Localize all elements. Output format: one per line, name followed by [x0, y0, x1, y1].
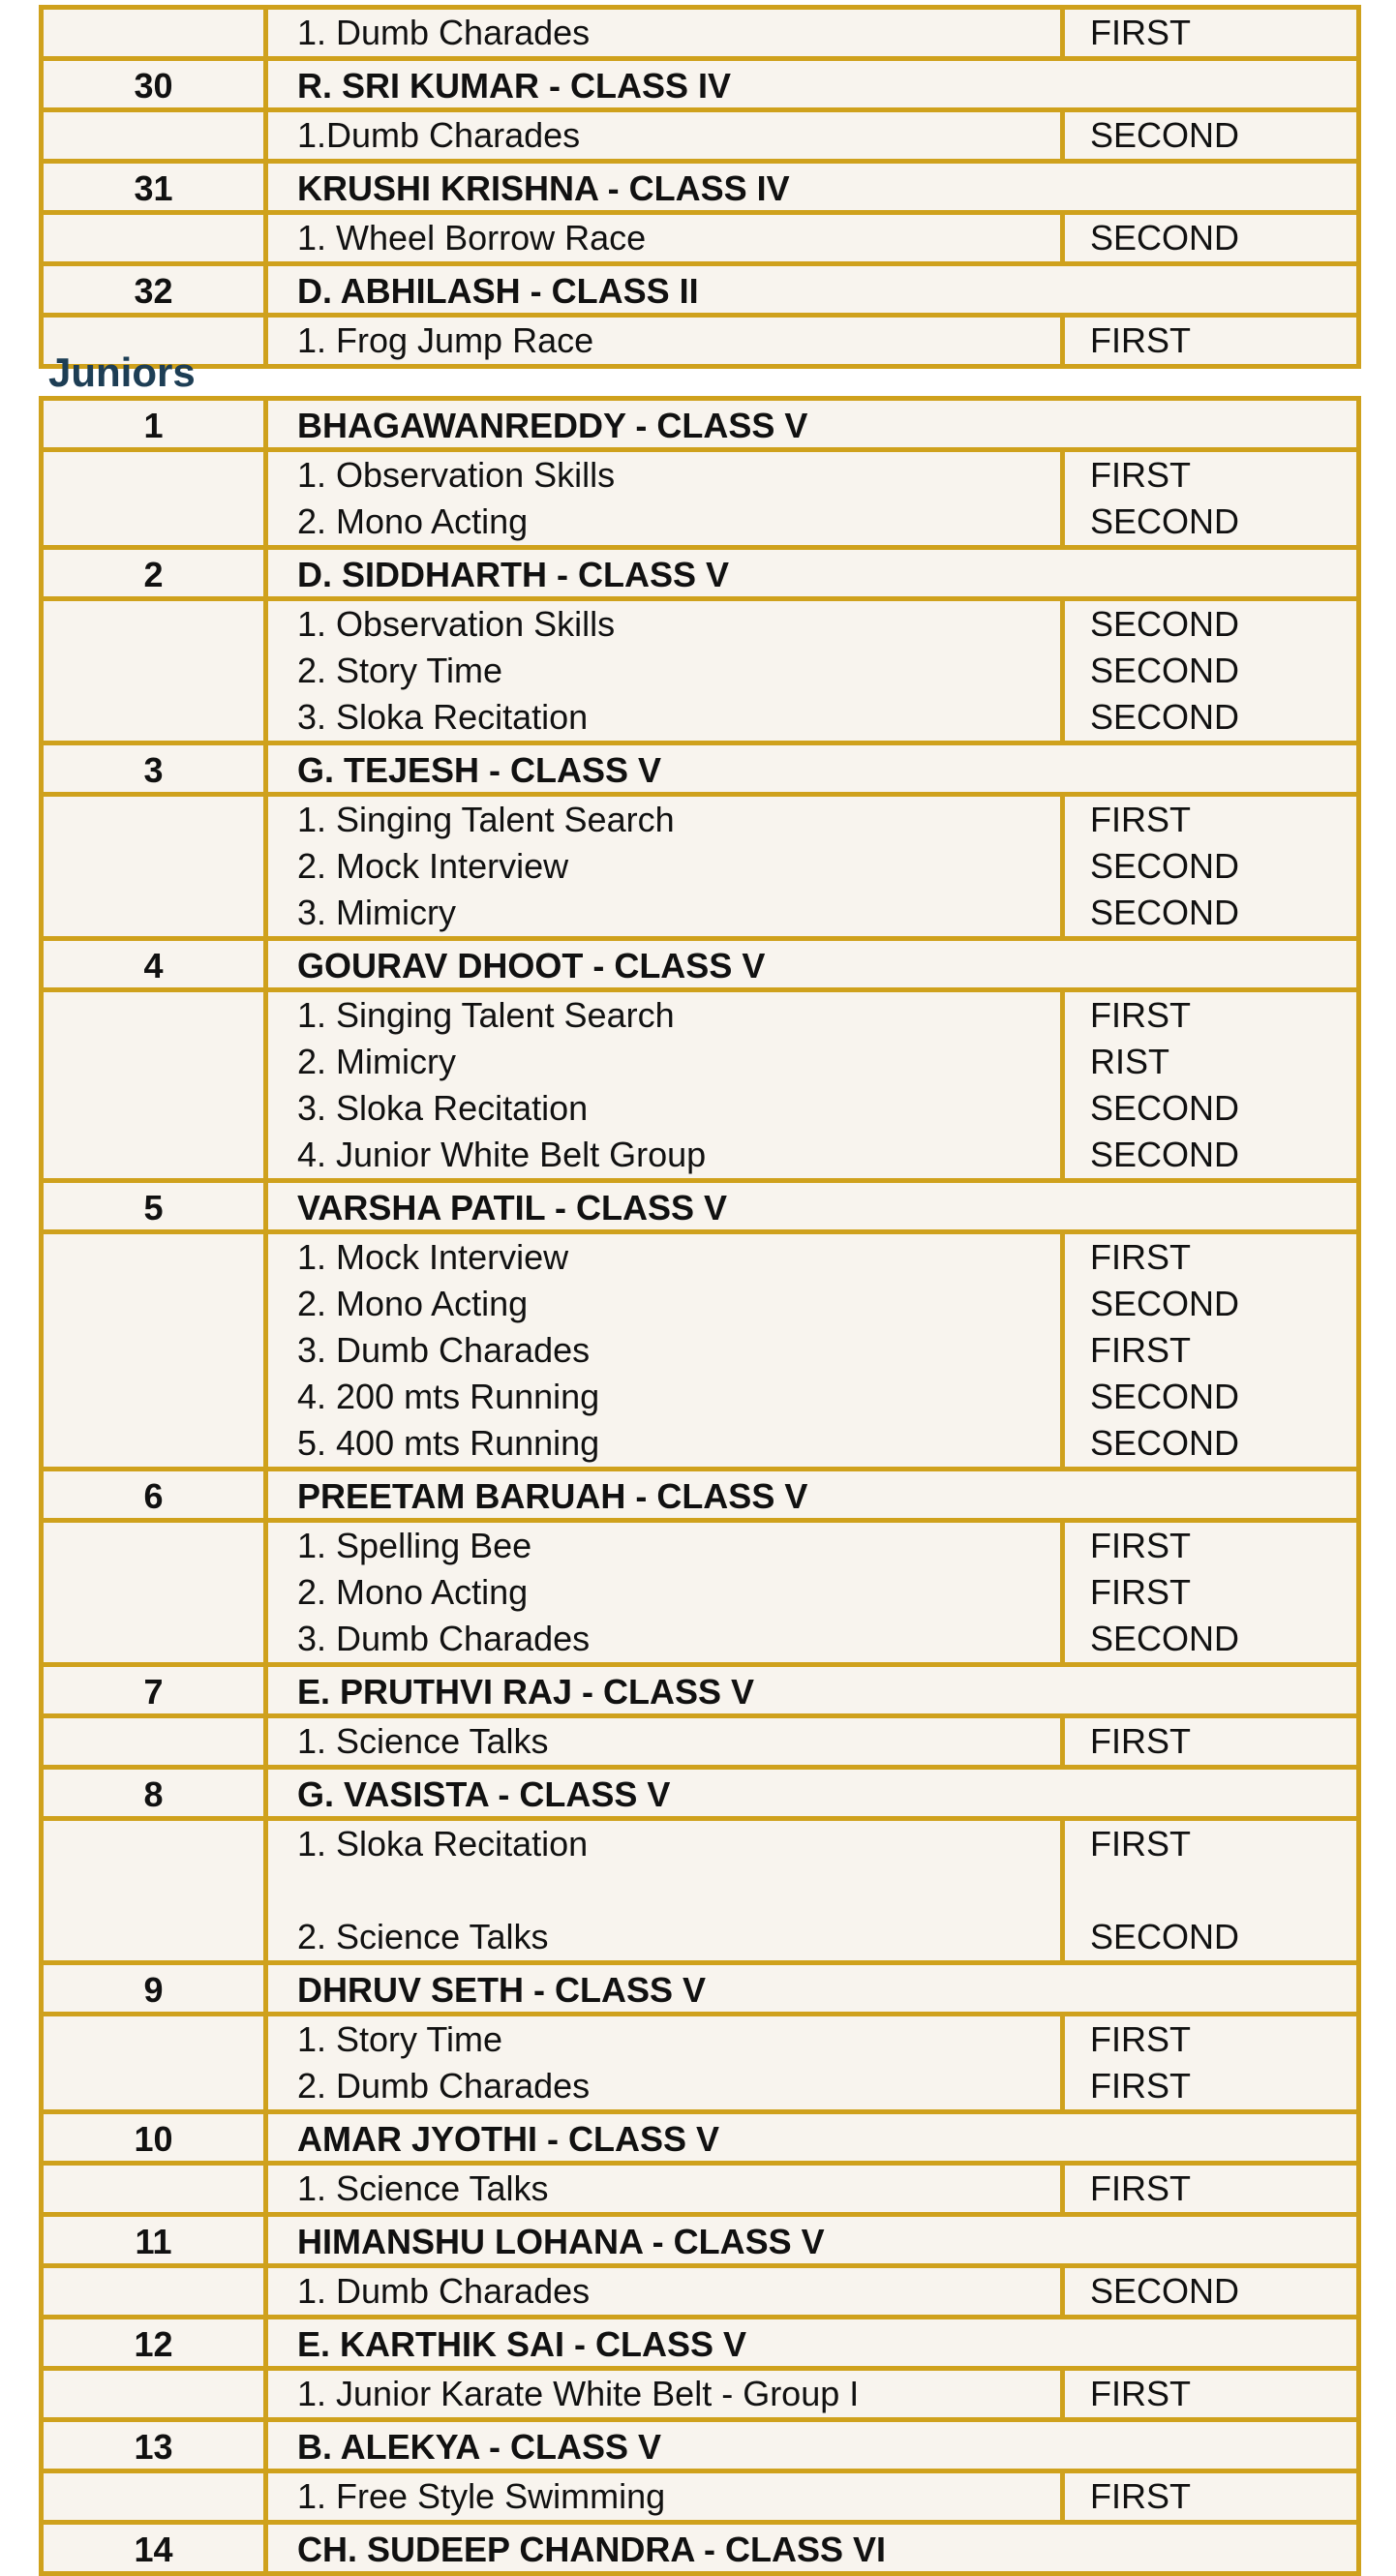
event-name: 1. Junior Karate White Belt - Group I: [297, 2374, 860, 2413]
event-name: 3. Sloka Recitation: [297, 1088, 589, 1128]
event-name: 1. Observation Skills: [297, 455, 616, 495]
event-name: 1. Spelling Bee: [297, 1526, 532, 1565]
empty-number-cell: [42, 2471, 266, 2523]
events-row: [42, 1521, 1359, 1665]
event-result: FIRST: [1090, 13, 1191, 52]
participant-name: BHAGAWANREDDY - CLASS V: [266, 399, 1359, 450]
participant-name: G. VASISTA - CLASS V: [266, 1768, 1359, 1819]
events-row: [42, 2471, 1359, 2523]
participant-name: R. SRI KUMAR - CLASS IV: [266, 59, 1359, 110]
empty-number-cell: [42, 8, 266, 59]
result-list: [1062, 450, 1358, 548]
event-name: 1. Story Time: [297, 2019, 503, 2059]
event-name: 1. Wheel Borrow Race: [297, 218, 647, 258]
empty-number-cell: [42, 1521, 266, 1665]
event-result: FIRST: [1089, 1721, 1191, 1761]
event-list: [266, 2164, 1063, 2215]
participant-number: 7: [42, 1665, 266, 1716]
events-row: [42, 795, 1359, 939]
result-list: [1063, 316, 1359, 367]
participant-number: 14: [42, 2523, 266, 2574]
participant-name: AMAR JYOTHI - CLASS V: [266, 2112, 1359, 2164]
participant-number: 13: [42, 2420, 266, 2471]
participant-name: HIMANSHU LOHANA - CLASS V: [266, 2215, 1359, 2266]
event-name: 2. Mimicry: [297, 1042, 456, 1081]
participant-name: B. ALEKYA - CLASS V: [266, 2420, 1359, 2471]
participant-number: 12: [42, 2318, 266, 2369]
event-name: 1. Observation Skills: [297, 604, 616, 644]
participant-row: [42, 162, 1359, 213]
event-name: 1. Science Talks: [297, 1721, 549, 1761]
participant-row: [42, 2318, 1359, 2369]
participant-name: DHRUV SETH - CLASS V: [266, 1963, 1359, 2015]
participant-row: [42, 264, 1359, 316]
event-name: 2. Story Time: [297, 651, 503, 690]
participant-row: [42, 1768, 1359, 1819]
results-table-continued: [39, 5, 1361, 369]
event-result: FIRST: [1089, 455, 1191, 495]
empty-number-cell: [42, 450, 266, 548]
event-result: FIRST: [1089, 1572, 1191, 1612]
event-result: SECOND: [1089, 846, 1240, 886]
participant-number: 11: [42, 2215, 266, 2266]
events-row: [42, 2369, 1359, 2420]
empty-number-cell: [42, 795, 266, 939]
participant-row: [42, 743, 1359, 795]
event-list: [266, 213, 1063, 264]
participant-row: [42, 2420, 1359, 2471]
event-result: FIRST: [1089, 2476, 1191, 2516]
empty-number-cell: [42, 2266, 266, 2318]
participant-name: CH. SUDEEP CHANDRA - CLASS VI: [266, 2523, 1359, 2574]
event-name: 1. Singing Talent Search: [297, 995, 675, 1035]
result-list: [1062, 2471, 1358, 2523]
events-row: [42, 599, 1359, 743]
events-row: [42, 450, 1359, 548]
event-list: [266, 1232, 1063, 1470]
event-name: 5. 400 mts Running: [297, 1423, 600, 1463]
events-row: [42, 316, 1359, 367]
participant-row: [42, 2112, 1359, 2164]
participant-number: 10: [42, 2112, 266, 2164]
empty-number-cell: [42, 1819, 266, 1963]
participant-row: [42, 2523, 1359, 2574]
participant-row: [42, 1963, 1359, 2015]
participant-row: [42, 59, 1359, 110]
event-name: 3. Mimicry: [297, 893, 456, 932]
juniors-section-title: Juniors: [48, 349, 196, 395]
event-result: SECOND: [1089, 2271, 1240, 2311]
event-name: 2. Dumb Charades: [297, 2066, 591, 2106]
event-list: [266, 8, 1063, 59]
events-row: [42, 2015, 1359, 2112]
event-result: SECOND: [1089, 697, 1240, 737]
event-name: 1.Dumb Charades: [297, 115, 581, 155]
event-list: [266, 2266, 1063, 2318]
result-list: [1063, 213, 1359, 264]
event-result: FIRST: [1089, 2019, 1191, 2059]
result-list: [1062, 1232, 1358, 1470]
event-list: [266, 2369, 1063, 2420]
empty-number-cell: [42, 990, 266, 1181]
participant-name: PREETAM BARUAH - CLASS V: [266, 1470, 1359, 1521]
result-list: [1062, 2164, 1358, 2215]
event-name: 2. Mono Acting: [297, 1572, 529, 1612]
events-row: [42, 2164, 1359, 2215]
result-list: [1062, 2369, 1358, 2420]
event-result: SECOND: [1089, 1423, 1240, 1463]
event-name: 1. Free Style Swimming: [297, 2476, 666, 2516]
events-row: [42, 1716, 1359, 1768]
event-list: [266, 450, 1063, 548]
event-result: SECOND: [1089, 1088, 1240, 1128]
event-result: FIRST: [1089, 1824, 1191, 1864]
empty-number-cell: [42, 1716, 266, 1768]
participant-number: 5: [42, 1181, 266, 1232]
participant-row: [42, 939, 1359, 990]
participant-number: 4: [42, 939, 266, 990]
participant-name: D. ABHILASH - CLASS II: [266, 264, 1359, 316]
result-list: [1062, 2266, 1358, 2318]
events-row: [42, 2266, 1359, 2318]
event-result: FIRST: [1089, 1526, 1191, 1565]
event-name: 2. Mono Acting: [297, 501, 529, 541]
event-result: FIRST: [1089, 1237, 1191, 1277]
empty-number-cell: [42, 2164, 266, 2215]
event-name: 1. Singing Talent Search: [297, 800, 675, 839]
empty-number-cell: [42, 2015, 266, 2112]
result-list: [1062, 2015, 1358, 2112]
participant-name: G. TEJESH - CLASS V: [266, 743, 1359, 795]
juniors-results-table: [39, 396, 1361, 2576]
participant-number: 30: [42, 59, 266, 110]
events-row: [42, 110, 1359, 162]
participant-number: 31: [42, 162, 266, 213]
event-name: 1. Dumb Charades: [297, 13, 591, 52]
event-name: 1. Frog Jump Race: [297, 320, 594, 360]
participant-number: 32: [42, 264, 266, 316]
participant-row: [42, 1181, 1359, 1232]
event-list: [266, 599, 1063, 743]
event-result: SECOND: [1089, 893, 1240, 932]
empty-number-cell: [42, 110, 266, 162]
event-result: SECOND: [1089, 1377, 1240, 1416]
result-list: [1062, 1819, 1358, 1963]
events-row: [42, 213, 1359, 264]
event-name: 1. Science Talks: [297, 2168, 549, 2208]
participant-number: 1: [42, 399, 266, 450]
event-list: [266, 110, 1063, 162]
event-name: 2. Mono Acting: [297, 1284, 529, 1323]
participant-number: 6: [42, 1470, 266, 1521]
events-row: [42, 990, 1359, 1181]
event-list: [266, 2015, 1063, 2112]
participant-row: [42, 399, 1359, 450]
event-name: 1. Mock Interview: [297, 1237, 569, 1277]
participant-number: 9: [42, 1963, 266, 2015]
result-list: [1062, 990, 1358, 1181]
events-row: [42, 1819, 1359, 1963]
event-result: RIST: [1089, 1042, 1169, 1081]
event-result: SECOND: [1090, 115, 1240, 155]
result-list: [1062, 795, 1358, 939]
event-list: [266, 2471, 1063, 2523]
result-list: [1063, 8, 1359, 59]
event-list: [266, 795, 1063, 939]
event-list: [266, 1716, 1063, 1768]
event-result: SECOND: [1089, 1135, 1240, 1174]
participant-name: D. SIDDHARTH - CLASS V: [266, 548, 1359, 599]
event-result: SECOND: [1089, 604, 1240, 644]
participant-name: GOURAV DHOOT - CLASS V: [266, 939, 1359, 990]
event-result: SECOND: [1089, 1619, 1240, 1658]
event-result: FIRST: [1089, 800, 1191, 839]
event-result: SECOND: [1090, 218, 1240, 258]
participant-row: [42, 1470, 1359, 1521]
participant-row: [42, 548, 1359, 599]
events-row: [42, 1232, 1359, 1470]
events-row: [42, 8, 1359, 59]
result-list: [1062, 599, 1358, 743]
event-list: [266, 1819, 1063, 1963]
result-list: [1062, 1716, 1358, 1768]
empty-number-cell: [42, 2369, 266, 2420]
event-result: FIRST: [1089, 995, 1191, 1035]
event-name: 2. Science Talks: [297, 1917, 549, 1956]
event-result: SECOND: [1089, 1917, 1240, 1956]
event-result: FIRST: [1090, 320, 1191, 360]
event-name: 3. Dumb Charades: [297, 1330, 591, 1370]
event-name: 1. Sloka Recitation: [297, 1824, 589, 1864]
event-result: FIRST: [1089, 2066, 1191, 2106]
participant-name: E. PRUTHVI RAJ - CLASS V: [266, 1665, 1359, 1716]
event-name: 4. 200 mts Running: [297, 1377, 600, 1416]
event-result: SECOND: [1089, 501, 1240, 541]
event-name: 1. Dumb Charades: [297, 2271, 591, 2311]
event-list: [266, 316, 1063, 367]
participant-name: E. KARTHIK SAI - CLASS V: [266, 2318, 1359, 2369]
event-result: SECOND: [1089, 651, 1240, 690]
event-name: 4. Junior White Belt Group: [297, 1135, 707, 1174]
participant-row: [42, 2215, 1359, 2266]
participant-row: [42, 1665, 1359, 1716]
event-list: [266, 1521, 1063, 1665]
empty-number-cell: [42, 213, 266, 264]
participant-number: 2: [42, 548, 266, 599]
event-name: 2. Mock Interview: [297, 846, 569, 886]
participant-number: 3: [42, 743, 266, 795]
participant-name: KRUSHI KRISHNA - CLASS IV: [266, 162, 1359, 213]
result-list: [1063, 110, 1359, 162]
event-name: 3. Dumb Charades: [297, 1619, 591, 1658]
event-result: FIRST: [1089, 1330, 1191, 1370]
event-result: FIRST: [1089, 2168, 1191, 2208]
event-result: FIRST: [1089, 2374, 1191, 2413]
participant-name: VARSHA PATIL - CLASS V: [266, 1181, 1359, 1232]
result-list: [1062, 1521, 1358, 1665]
participant-number: 8: [42, 1768, 266, 1819]
empty-number-cell: [42, 1232, 266, 1470]
empty-number-cell: [42, 599, 266, 743]
event-list: [266, 990, 1063, 1181]
event-name: 3. Sloka Recitation: [297, 697, 589, 737]
event-result: SECOND: [1089, 1284, 1240, 1323]
